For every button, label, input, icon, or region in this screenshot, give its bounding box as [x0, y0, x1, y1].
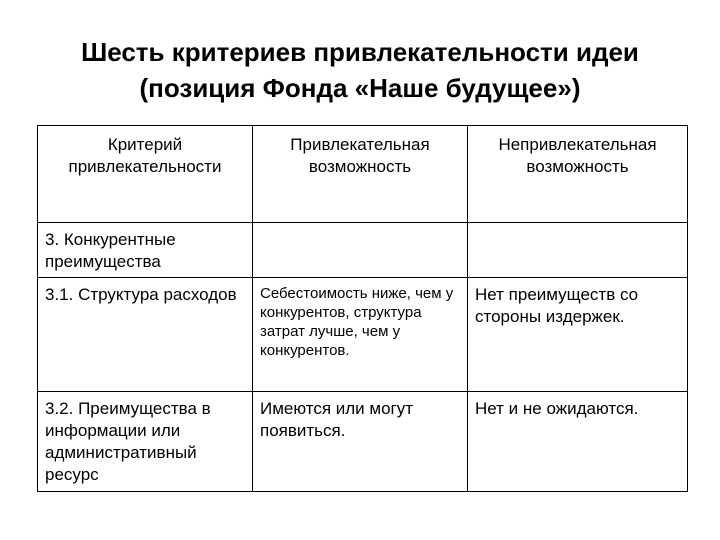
criterion-cell: 3.2. Преимущества в информации или административный ресурс [38, 392, 253, 492]
criterion-cell: 3.1. Структура расходов [38, 278, 253, 392]
section-empty-cell [253, 223, 468, 278]
table-header-row [38, 126, 688, 223]
section-empty-cell [468, 223, 688, 278]
header-criterion: Критерий привлекательности [38, 126, 253, 223]
attractive-cell: Себестоимость ниже, чем у конкурентов, структура затрат лучше, чем у конкурентов. [253, 278, 468, 392]
table-row [38, 392, 688, 492]
unattractive-cell: Нет и не ожидаются. [468, 392, 688, 492]
header-attractive: Привлекательная возможность [253, 126, 468, 223]
section-label: 3. Конкурентные преимущества [38, 223, 253, 278]
section-row [38, 223, 688, 278]
header-unattractive: Непривлекательная возможность [468, 126, 688, 223]
slide-title [0, 34, 720, 106]
unattractive-cell: Нет преимуществ со стороны издержек. [468, 278, 688, 392]
slide-title-line-1: Шесть критериев привлекательности идеи [81, 37, 639, 67]
attractive-cell: Имеются или могут появиться. [253, 392, 468, 492]
criteria-table [37, 125, 688, 492]
table-row [38, 278, 688, 392]
slide-title-line-2: (позиция Фонда «Наше будущее») [139, 73, 581, 103]
